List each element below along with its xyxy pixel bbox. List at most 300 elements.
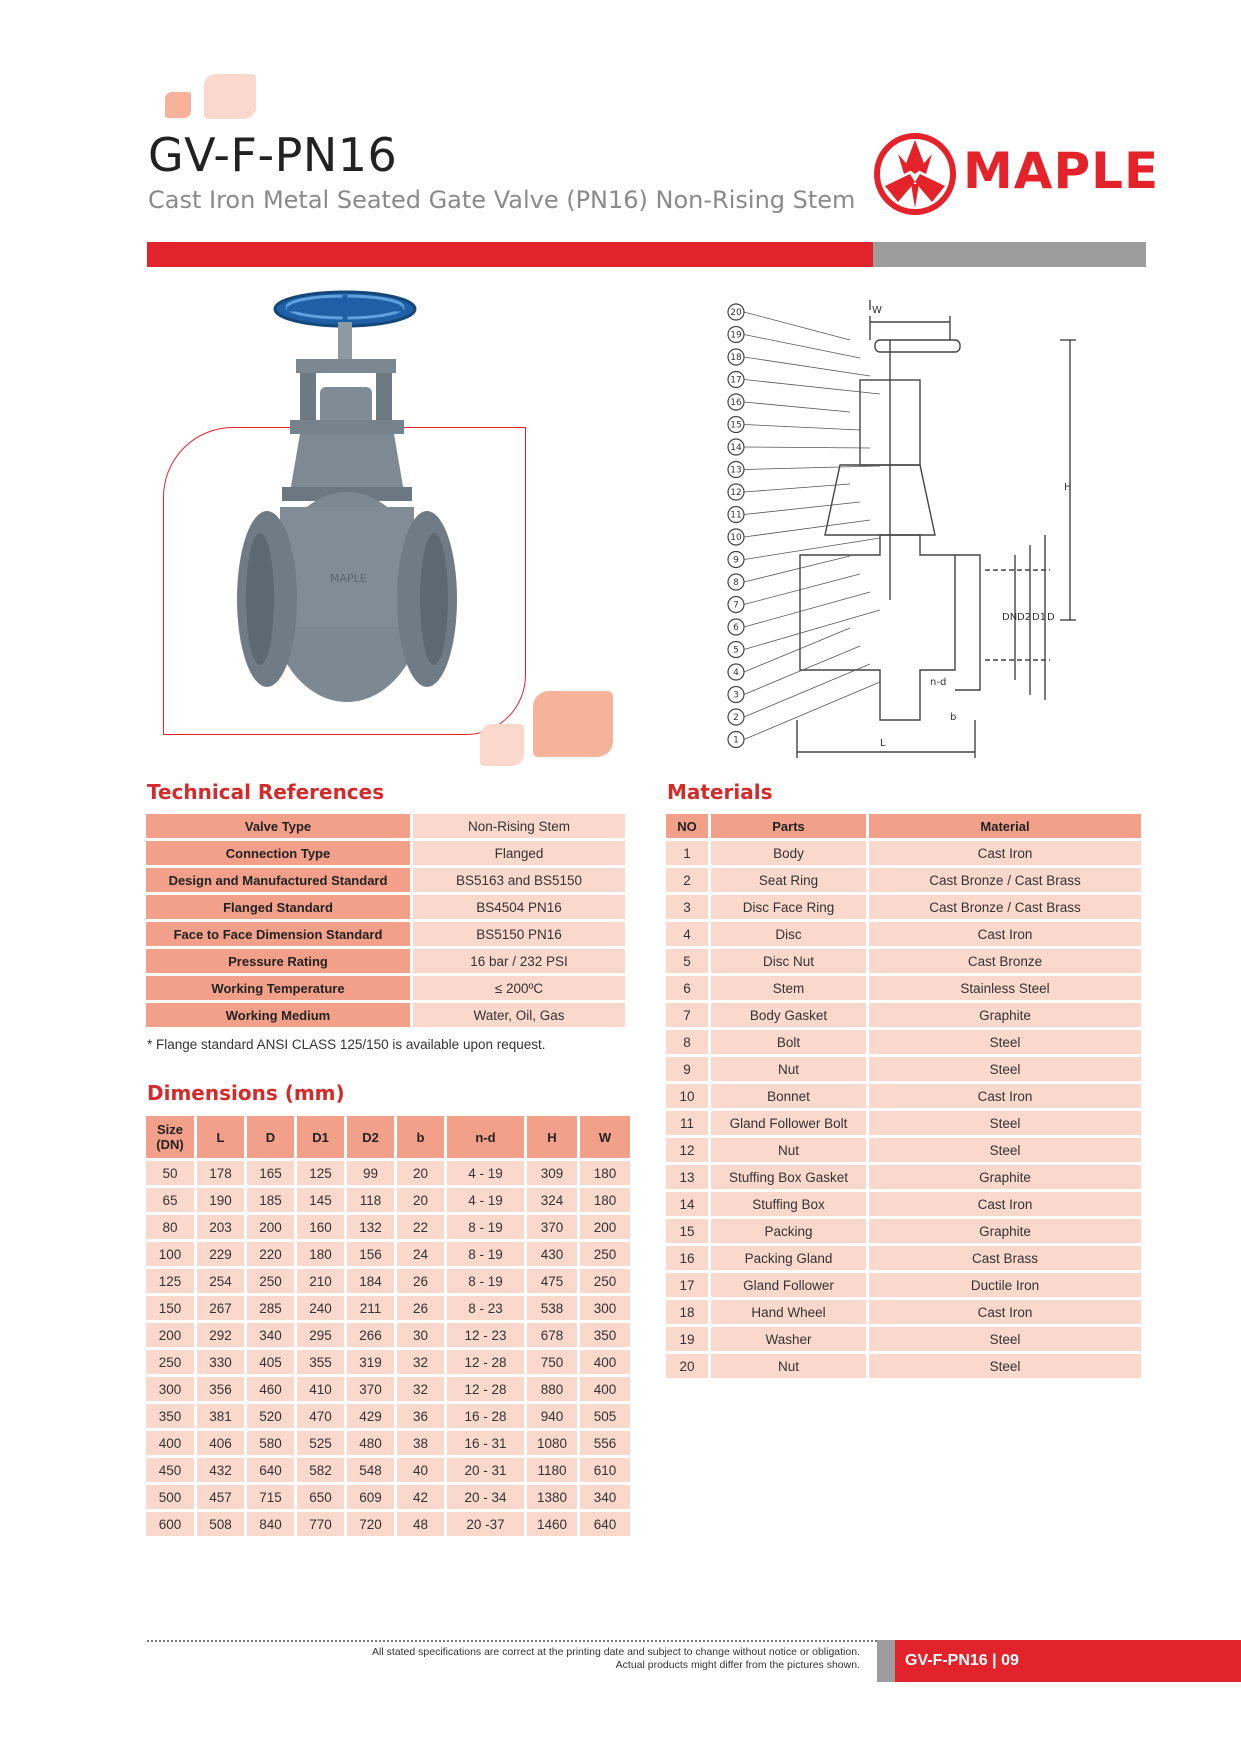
table-row	[666, 922, 1141, 946]
callout-number: 10	[730, 533, 742, 543]
table-row	[146, 1377, 630, 1401]
table-cell: 292	[197, 1323, 244, 1347]
header-bar-red	[147, 242, 873, 267]
table-cell: 132	[347, 1215, 394, 1239]
dim-d2: D2	[1017, 612, 1032, 623]
table-cell: Cast Iron	[869, 1300, 1141, 1324]
spec-key: Working Temperature	[146, 976, 410, 1000]
table-cell: 340	[247, 1323, 294, 1347]
table-cell: Steel	[869, 1030, 1141, 1054]
column-header: b	[397, 1116, 444, 1158]
table-cell: 640	[247, 1458, 294, 1482]
dim-h: H	[1064, 482, 1072, 493]
table-cell: 580	[247, 1431, 294, 1455]
table-cell: 20 - 31	[447, 1458, 524, 1482]
table-cell: 8	[666, 1030, 708, 1054]
table-cell: 750	[527, 1350, 577, 1374]
callout-number: 7	[733, 600, 739, 611]
callout-number: 14	[730, 443, 742, 453]
table-row	[666, 1057, 1141, 1081]
table-cell: 6	[666, 976, 708, 1000]
table-cell: 254	[197, 1269, 244, 1293]
table-cell: Stem	[711, 976, 866, 1000]
callout-number: 19	[730, 330, 742, 341]
column-header: L	[197, 1116, 244, 1158]
callout-number: 12	[730, 488, 742, 498]
gate-valve-photo	[160, 277, 490, 717]
table-cell: 7	[666, 1003, 708, 1027]
table-row	[146, 868, 625, 892]
table-cell: 250	[146, 1350, 194, 1374]
table-cell: 285	[247, 1296, 294, 1320]
table-cell: 48	[397, 1512, 444, 1536]
table-cell: 200	[580, 1215, 630, 1239]
column-header: D1	[297, 1116, 344, 1158]
table-cell: 3	[666, 895, 708, 919]
table-row	[666, 1300, 1141, 1324]
table-cell: 1	[666, 841, 708, 865]
table-cell: 24	[397, 1242, 444, 1266]
table-cell: Disc Nut	[711, 949, 866, 973]
table-cell: 370	[347, 1377, 394, 1401]
disclaimer-line-2: Actual products might differ from the pictures shown.	[615, 1659, 860, 1671]
table-cell: 32	[397, 1350, 444, 1374]
spec-value: 16 bar / 232 PSI	[413, 949, 625, 973]
dim-dn: DN	[1002, 612, 1018, 623]
table-row	[666, 1273, 1141, 1297]
table-row	[146, 1350, 630, 1374]
table-cell: Cast Bronze / Cast Brass	[869, 868, 1141, 892]
table-cell: Bonnet	[711, 1084, 866, 1108]
page-title: GV-F-PN16	[148, 128, 398, 182]
table-cell: 4	[666, 922, 708, 946]
table-cell: 229	[197, 1242, 244, 1266]
table-row	[146, 922, 625, 946]
table-cell: 475	[527, 1269, 577, 1293]
table-row	[666, 1327, 1141, 1351]
table-cell: 150	[146, 1296, 194, 1320]
table-cell: 125	[146, 1269, 194, 1293]
table-cell: 1460	[527, 1512, 577, 1536]
table-cell: 430	[527, 1242, 577, 1266]
callout-leader	[744, 538, 880, 560]
table-cell: Stuffing Box Gasket	[711, 1165, 866, 1189]
table-row	[146, 895, 625, 919]
table-cell: 400	[580, 1350, 630, 1374]
table-cell: 505	[580, 1404, 630, 1428]
table-cell: Cast Brass	[869, 1246, 1141, 1270]
table-cell: 770	[297, 1512, 344, 1536]
callout-number: 4	[733, 668, 739, 678]
table-cell: 99	[347, 1161, 394, 1185]
table-cell: Steel	[869, 1111, 1141, 1135]
table-cell: Graphite	[869, 1003, 1141, 1027]
table-cell: Cast Iron	[869, 1084, 1141, 1108]
table-cell: 220	[247, 1242, 294, 1266]
decor-square-small	[165, 92, 191, 118]
spec-key: Valve Type	[146, 814, 410, 838]
table-cell: Bolt	[711, 1030, 866, 1054]
table-cell: 12 - 23	[447, 1323, 524, 1347]
table-cell: 406	[197, 1431, 244, 1455]
table-cell: 410	[297, 1377, 344, 1401]
footer-page-tag	[895, 1640, 1241, 1682]
table-cell: 309	[527, 1161, 577, 1185]
table-cell: 180	[580, 1188, 630, 1212]
table-cell: 356	[197, 1377, 244, 1401]
table-cell: 30	[397, 1323, 444, 1347]
decor-square-photo-large	[533, 691, 613, 757]
table-cell: 10	[666, 1084, 708, 1108]
table-cell: 8 - 19	[447, 1269, 524, 1293]
column-header: Size (DN)	[146, 1116, 194, 1158]
table-cell: 600	[146, 1512, 194, 1536]
table-row	[666, 1084, 1141, 1108]
table-row	[146, 1458, 630, 1482]
table-cell: 8 - 19	[447, 1242, 524, 1266]
table-cell: 429	[347, 1404, 394, 1428]
table-row	[146, 1431, 630, 1455]
spec-key: Flanged Standard	[146, 895, 410, 919]
table-cell: 400	[580, 1377, 630, 1401]
table-cell: 840	[247, 1512, 294, 1536]
table-cell: 203	[197, 1215, 244, 1239]
table-cell: 556	[580, 1431, 630, 1455]
table-cell: 20	[666, 1354, 708, 1378]
table-cell: 300	[146, 1377, 194, 1401]
table-row	[146, 949, 625, 973]
table-cell: 266	[347, 1323, 394, 1347]
table-cell: 32	[397, 1377, 444, 1401]
table-cell: 4 - 19	[447, 1161, 524, 1185]
callout-number: 1	[733, 735, 739, 746]
table-cell: 678	[527, 1323, 577, 1347]
table-cell: 480	[347, 1431, 394, 1455]
table-cell: 405	[247, 1350, 294, 1374]
spec-key: Working Medium	[146, 1003, 410, 1027]
decor-square-photo-small	[480, 724, 524, 766]
table-cell: 125	[297, 1161, 344, 1185]
table-cell: 200	[146, 1323, 194, 1347]
table-cell: Steel	[869, 1057, 1141, 1081]
table-cell: 22	[397, 1215, 444, 1239]
table-cell: Gland Follower	[711, 1273, 866, 1297]
table-cell: 8 - 23	[447, 1296, 524, 1320]
column-header: H	[527, 1116, 577, 1158]
table-cell: 525	[297, 1431, 344, 1455]
footer-grey-block	[877, 1640, 895, 1682]
column-header: NO	[666, 814, 708, 838]
table-cell: 180	[580, 1161, 630, 1185]
table-row	[146, 1296, 630, 1320]
table-cell: 610	[580, 1458, 630, 1482]
callout-number: 5	[733, 645, 739, 656]
table-cell: 508	[197, 1512, 244, 1536]
table-cell: 19	[666, 1327, 708, 1351]
table-cell: 18	[666, 1300, 708, 1324]
table-cell: 520	[247, 1404, 294, 1428]
technical-table	[143, 811, 628, 1030]
table-cell: Steel	[869, 1327, 1141, 1351]
spec-key: Pressure Rating	[146, 949, 410, 973]
callout-number: 2	[733, 713, 739, 723]
column-header: W	[580, 1116, 630, 1158]
table-cell: 1380	[527, 1485, 577, 1509]
table-row	[666, 895, 1141, 919]
column-header: n-d	[447, 1116, 524, 1158]
materials-heading: Materials	[667, 780, 773, 804]
table-row	[146, 1161, 630, 1185]
table-row	[146, 841, 625, 865]
dim-nd: n-d	[930, 677, 947, 688]
table-cell: 470	[297, 1404, 344, 1428]
table-cell: 38	[397, 1431, 444, 1455]
table-row	[666, 1030, 1141, 1054]
callout-number: 11	[730, 510, 742, 521]
table-cell: 250	[580, 1269, 630, 1293]
table-cell: 11	[666, 1111, 708, 1135]
table-cell: 295	[297, 1323, 344, 1347]
maple-logo	[870, 126, 1160, 222]
table-cell: Graphite	[869, 1219, 1141, 1243]
callout-leader	[744, 592, 870, 627]
table-cell: 330	[197, 1350, 244, 1374]
table-cell: 267	[197, 1296, 244, 1320]
table-row	[146, 1269, 630, 1293]
table-row	[666, 949, 1141, 973]
dim-d: D	[1047, 612, 1055, 623]
table-cell: Graphite	[869, 1165, 1141, 1189]
table-cell: Stainless Steel	[869, 976, 1141, 1000]
table-cell: 538	[527, 1296, 577, 1320]
table-cell: 880	[527, 1377, 577, 1401]
table-cell: 500	[146, 1485, 194, 1509]
table-cell: Nut	[711, 1354, 866, 1378]
table-cell: Cast Bronze / Cast Brass	[869, 895, 1141, 919]
spec-key: Connection Type	[146, 841, 410, 865]
callout-leader	[744, 402, 850, 412]
spec-value: ≤ 200ºC	[413, 976, 625, 1000]
table-cell: Cast Bronze	[869, 949, 1141, 973]
dim-w: W	[872, 305, 882, 316]
table-cell: 432	[197, 1458, 244, 1482]
spec-value: BS5150 PN16	[413, 922, 625, 946]
table-cell: 65	[146, 1188, 194, 1212]
table-cell: 160	[297, 1215, 344, 1239]
table-cell: Nut	[711, 1057, 866, 1081]
table-cell: 350	[146, 1404, 194, 1428]
table-row	[146, 1404, 630, 1428]
table-cell: Disc	[711, 922, 866, 946]
table-row	[146, 1323, 630, 1347]
table-cell: 4 - 19	[447, 1188, 524, 1212]
callout-leader	[744, 447, 870, 448]
materials-table	[663, 811, 1144, 1381]
table-cell: 715	[247, 1485, 294, 1509]
column-header: Material	[869, 814, 1141, 838]
table-cell: 9	[666, 1057, 708, 1081]
table-cell: 1080	[527, 1431, 577, 1455]
table-cell: 582	[297, 1458, 344, 1482]
callout-leader	[744, 466, 880, 470]
callout-number: 13	[730, 465, 742, 476]
table-cell: 180	[297, 1242, 344, 1266]
table-cell: 12 - 28	[447, 1350, 524, 1374]
table-cell: 118	[347, 1188, 394, 1212]
callout-leader	[744, 312, 850, 340]
table-cell: 13	[666, 1165, 708, 1189]
table-cell: 100	[146, 1242, 194, 1266]
column-header: Parts	[711, 814, 866, 838]
table-cell: Body Gasket	[711, 1003, 866, 1027]
callout-number: 20	[730, 308, 742, 318]
flange-note: * Flange standard ANSI CLASS 125/150 is available upon request.	[147, 1037, 546, 1052]
table-row	[146, 814, 625, 838]
callout-number: 3	[733, 690, 739, 701]
table-cell: 200	[247, 1215, 294, 1239]
header-bar-grey	[873, 242, 1146, 267]
table-row	[146, 1485, 630, 1509]
table-cell: 165	[247, 1161, 294, 1185]
callout-leader	[744, 502, 860, 515]
table-cell: 460	[247, 1377, 294, 1401]
callout-number: 9	[733, 555, 739, 566]
spec-value: Non-Rising Stem	[413, 814, 625, 838]
table-cell: Disc Face Ring	[711, 895, 866, 919]
spec-value: BS4504 PN16	[413, 895, 625, 919]
table-cell: 190	[197, 1188, 244, 1212]
table-cell: Steel	[869, 1138, 1141, 1162]
table-cell: 5	[666, 949, 708, 973]
table-row	[666, 1354, 1141, 1378]
table-cell: 14	[666, 1192, 708, 1216]
table-row	[666, 1219, 1141, 1243]
table-cell: 42	[397, 1485, 444, 1509]
table-cell: 300	[580, 1296, 630, 1320]
table-cell: 210	[297, 1269, 344, 1293]
table-cell: 8 - 19	[447, 1215, 524, 1239]
table-cell: 370	[527, 1215, 577, 1239]
table-row	[666, 1111, 1141, 1135]
table-cell: 26	[397, 1269, 444, 1293]
gate-valve-exploded-diagram	[720, 300, 1110, 770]
table-cell: 340	[580, 1485, 630, 1509]
table-cell: 50	[146, 1161, 194, 1185]
footer-code: GV-F-PN16	[905, 1652, 988, 1669]
table-row	[146, 1512, 630, 1536]
table-cell: Packing Gland	[711, 1246, 866, 1270]
spec-value: BS5163 and BS5150	[413, 868, 625, 892]
table-cell: 36	[397, 1404, 444, 1428]
table-row	[146, 1188, 630, 1212]
table-cell: 26	[397, 1296, 444, 1320]
table-cell: 12	[666, 1138, 708, 1162]
callout-leader	[744, 425, 860, 431]
table-cell: 400	[146, 1431, 194, 1455]
dim-d1: D1	[1032, 612, 1047, 623]
table-cell: 156	[347, 1242, 394, 1266]
table-cell: 145	[297, 1188, 344, 1212]
callout-number: 17	[730, 375, 742, 386]
table-cell: 609	[347, 1485, 394, 1509]
callout-number: 6	[733, 623, 739, 633]
table-cell: 20	[397, 1161, 444, 1185]
spec-key: Design and Manufactured Standard	[146, 868, 410, 892]
table-cell: 20	[397, 1188, 444, 1212]
disclaimer-line-1: All stated specifications are correct at the printing date and subject to change without notice or obligation.	[372, 1646, 860, 1658]
table-cell: 940	[527, 1404, 577, 1428]
table-cell: Stuffing Box	[711, 1192, 866, 1216]
table-row	[666, 1246, 1141, 1270]
maple-leaf-icon	[870, 126, 960, 222]
decor-square-large	[204, 74, 256, 119]
callout-leader	[744, 628, 850, 672]
table-cell: 457	[197, 1485, 244, 1509]
table-cell: Ductile Iron	[869, 1273, 1141, 1297]
table-row	[146, 1215, 630, 1239]
table-cell: 16 - 28	[447, 1404, 524, 1428]
callout-leader	[744, 357, 870, 376]
table-cell: Seat Ring	[711, 868, 866, 892]
table-row	[146, 1003, 625, 1027]
table-cell: Body	[711, 841, 866, 865]
table-row	[666, 868, 1141, 892]
table-cell: 80	[146, 1215, 194, 1239]
page-subtitle: Cast Iron Metal Seated Gate Valve (PN16) Non-Rising Stem	[148, 186, 856, 214]
table-cell: 16 - 31	[447, 1431, 524, 1455]
dim-b: b	[950, 712, 957, 723]
table-row	[666, 841, 1141, 865]
table-cell: 650	[297, 1485, 344, 1509]
table-cell: Cast Iron	[869, 841, 1141, 865]
table-row	[666, 1192, 1141, 1216]
column-header: D	[247, 1116, 294, 1158]
table-cell: 1180	[527, 1458, 577, 1482]
callout-number: 15	[730, 420, 742, 431]
table-cell: Hand Wheel	[711, 1300, 866, 1324]
dim-l: L	[880, 738, 886, 749]
callout-leader	[744, 682, 880, 740]
dimensions-heading: Dimensions (mm)	[147, 1081, 345, 1105]
callout-number: 8	[733, 578, 739, 588]
spec-key: Face to Face Dimension Standard	[146, 922, 410, 946]
callout-leader	[744, 664, 870, 717]
technical-heading: Technical References	[147, 780, 385, 804]
table-cell: Cast Iron	[869, 922, 1141, 946]
table-cell: 20 -37	[447, 1512, 524, 1536]
spec-value: Water, Oil, Gas	[413, 1003, 625, 1027]
table-cell: 2	[666, 868, 708, 892]
table-cell: 319	[347, 1350, 394, 1374]
table-cell: Nut	[711, 1138, 866, 1162]
table-cell: 12 - 28	[447, 1377, 524, 1401]
table-cell: Steel	[869, 1354, 1141, 1378]
table-cell: 40	[397, 1458, 444, 1482]
table-row	[146, 1242, 630, 1266]
table-cell: 324	[527, 1188, 577, 1212]
table-cell: 211	[347, 1296, 394, 1320]
table-row	[666, 1138, 1141, 1162]
footer-divider	[147, 1640, 877, 1642]
table-cell: 240	[297, 1296, 344, 1320]
brand-name: MAPLE	[963, 142, 1160, 200]
table-cell: 184	[347, 1269, 394, 1293]
table-cell: 185	[247, 1188, 294, 1212]
callout-number: 18	[730, 353, 742, 363]
table-cell: 355	[297, 1350, 344, 1374]
table-cell: 381	[197, 1404, 244, 1428]
callout-number: 16	[730, 398, 742, 408]
